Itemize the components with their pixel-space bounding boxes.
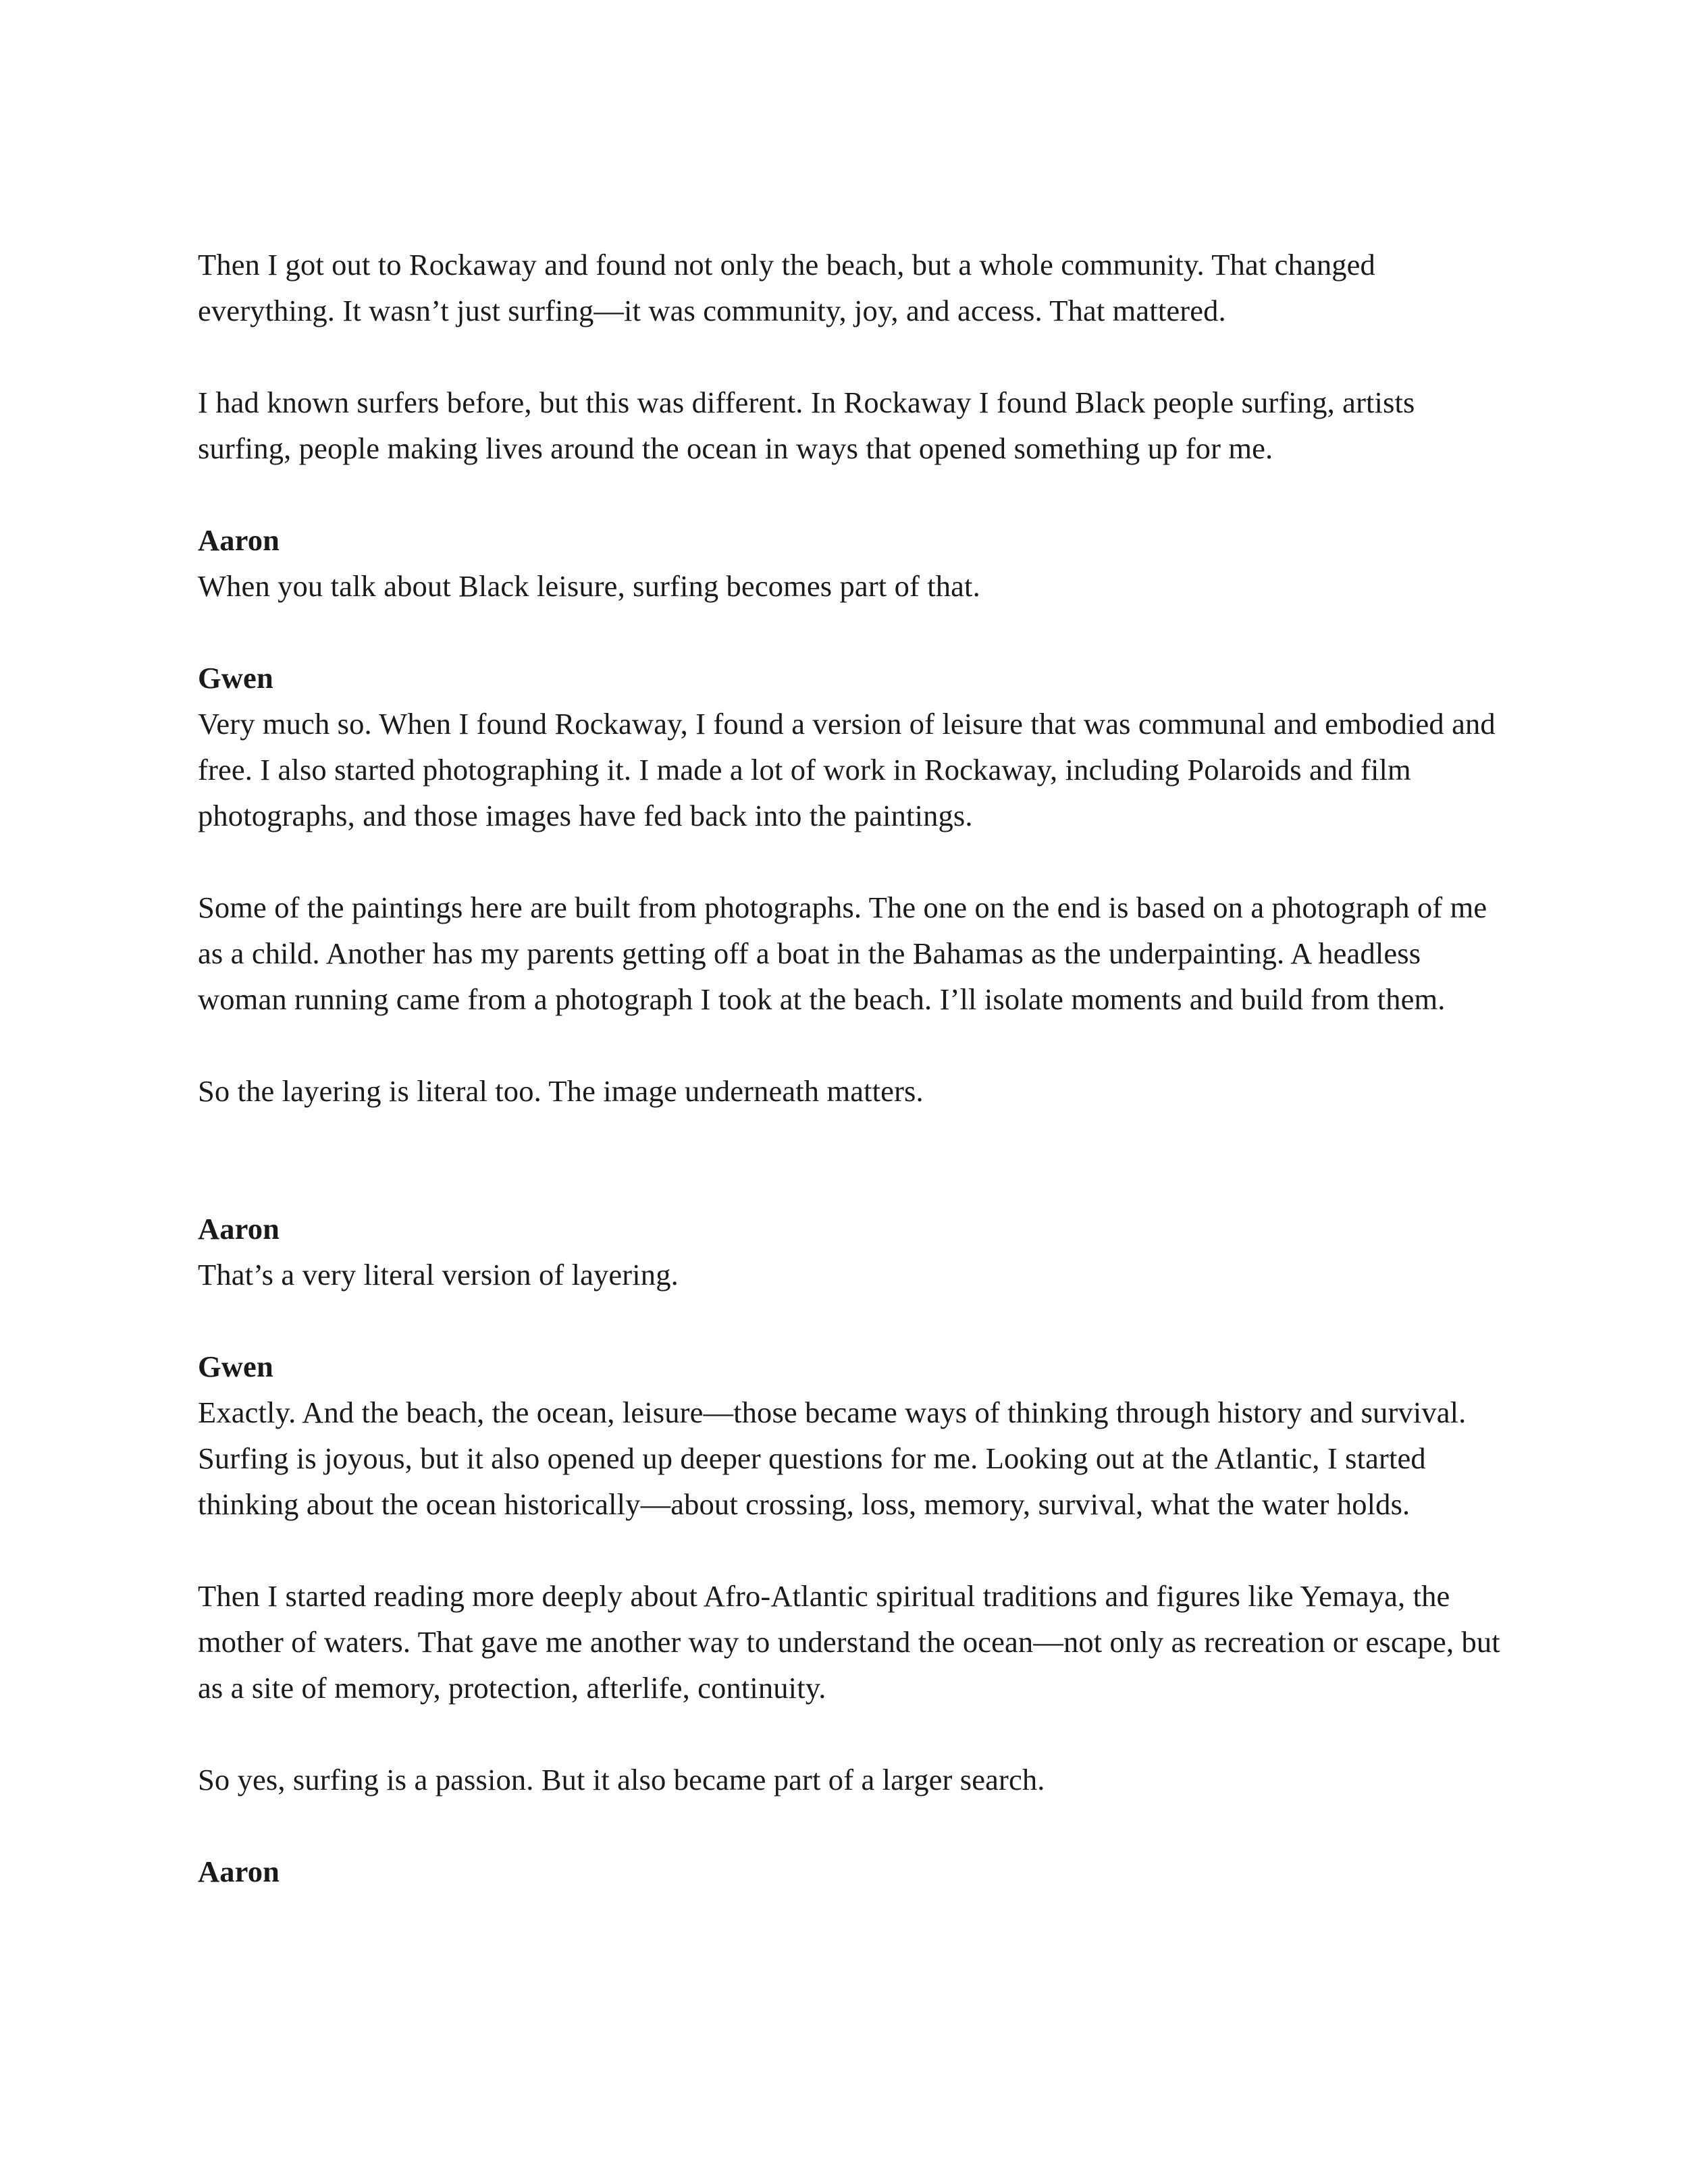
dialogue-block bbox=[198, 1343, 1508, 1527]
speaker-name: Aaron bbox=[198, 1212, 280, 1246]
paragraph: Very much so. When I found Rockaway, I found a version of leisure that was communal and embodied and free. I also started photographing it. I made a lot of work in Rockaway, including Polaroids and film photographs, and those images have fed back into the paintings. bbox=[198, 707, 1496, 832]
paragraph: So the layering is literal too. The image underneath matters. bbox=[198, 1074, 924, 1108]
speaker-name: Gwen bbox=[198, 661, 273, 695]
document-body bbox=[198, 242, 1508, 1894]
speaker-name: Aaron bbox=[198, 523, 280, 557]
paragraph: Exactly. And the beach, the ocean, leisure—those became ways of thinking through history and survival. Surfing is joyous, but it also opened up deeper questions for me. Looking out at the Atlantic, I started thinking about the ocean historically—about crossing, loss, memory, survival, what the water holds. bbox=[198, 1395, 1467, 1521]
dialogue-block bbox=[198, 517, 1508, 609]
dialogue-block bbox=[198, 655, 1508, 838]
dialogue-block bbox=[198, 1206, 1508, 1298]
paragraph: That’s a very literal version of layering. bbox=[198, 1258, 679, 1291]
paragraph: I had known surfers before, but this was different. In Rockaway I found Black people surfing, artists surfing, people making lives around the ocean in ways that opened something up for me. bbox=[198, 385, 1415, 465]
paragraph: Then I started reading more deeply about Afro-Atlantic spiritual traditions and figures like Yemaya, the mother of waters. That gave me another way to understand the ocean—not only as recreation or escape, but as a site of memory, protection, afterlife, continuity. bbox=[198, 1579, 1500, 1705]
paragraph: Then I got out to Rockaway and found not only the beach, but a whole community. That changed everything. It wasn’t just surfing—it was community, joy, and access. That mattered. bbox=[198, 248, 1375, 327]
speaker-name: Gwen bbox=[198, 1350, 273, 1383]
paragraph: When you talk about Black leisure, surfing becomes part of that. bbox=[198, 569, 980, 603]
paragraph: So yes, surfing is a passion. But it also became part of a larger search. bbox=[198, 1763, 1045, 1796]
paragraph: Some of the paintings here are built from photographs. The one on the end is based on a photograph of me as a child. Another has my parents getting off a boat in the Bahamas as the underpainting. A headless woman running came from a photograph I took at the beach. I’ll isolate moments and build from them. bbox=[198, 890, 1487, 1016]
speaker-name: Aaron bbox=[198, 1855, 280, 1888]
